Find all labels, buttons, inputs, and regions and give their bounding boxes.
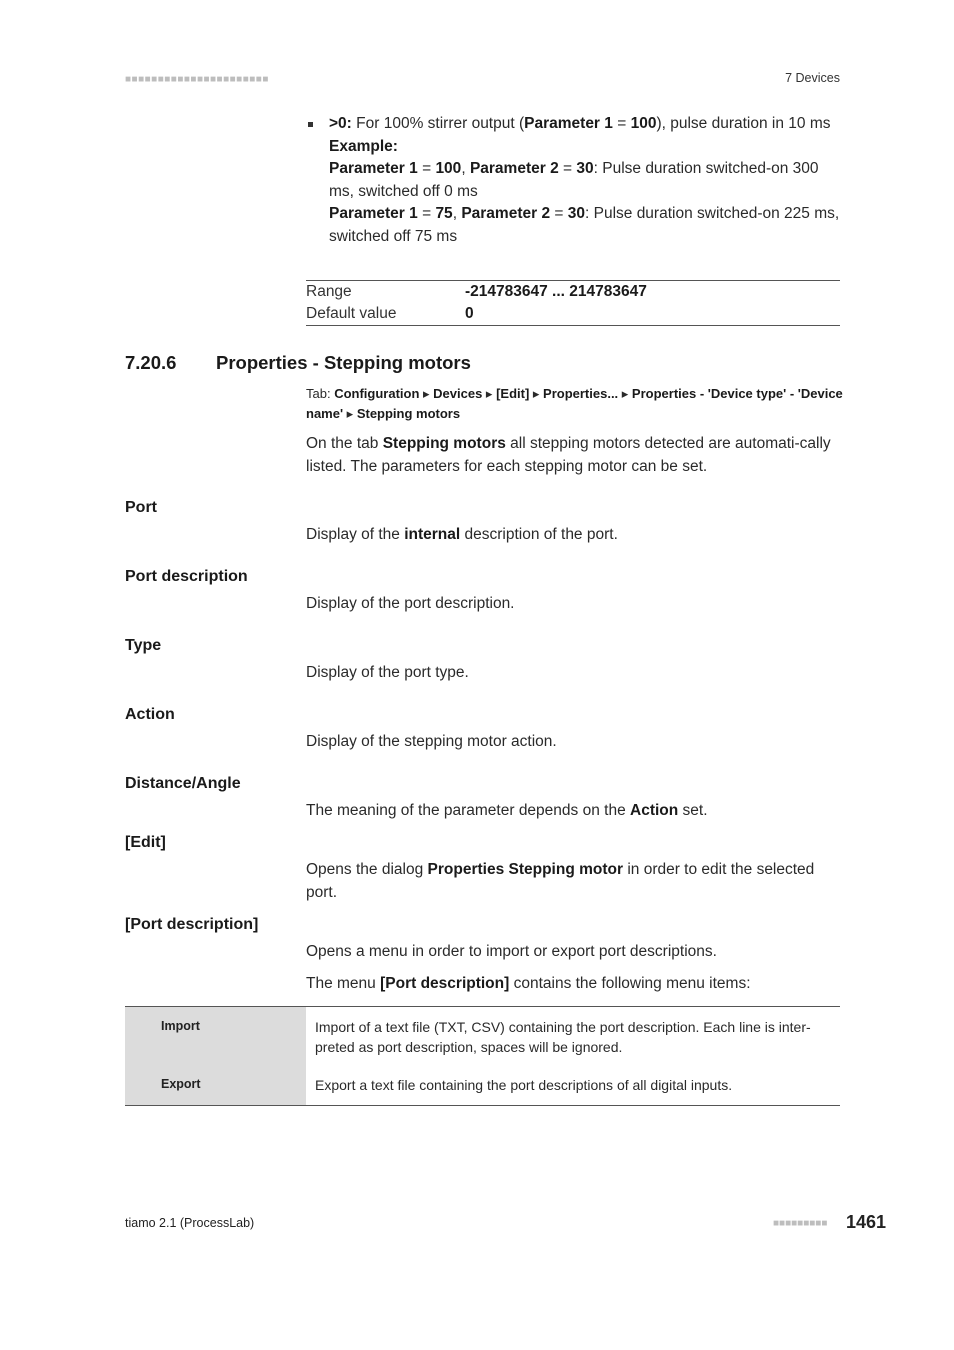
- example-line-1: Parameter 1 = 100, Parameter 2 = 30: Pulse duration switched-on 300 ms, switched off 0 ms: [329, 160, 819, 200]
- term-port-desc: Display of the internal description of the port.: [306, 526, 618, 543]
- menu-intro: The menu [Port description] contains the following menu items:: [306, 975, 751, 992]
- header-decoration: ■■■■■■■■■■■■■■■■■■■■■■: [125, 74, 269, 85]
- term-action-desc: Display of the stepping motor action.: [306, 733, 557, 750]
- term-port-description-button: [Port description]: [125, 916, 259, 933]
- term-edit: [Edit]: [125, 834, 166, 851]
- range-value: -214783647 ... 214783647: [465, 283, 647, 300]
- range-label: Range: [306, 283, 352, 300]
- menu-items-table: [125, 1006, 840, 1106]
- section-title: Properties - Stepping motors: [216, 352, 471, 373]
- term-distance-angle-desc: The meaning of the parameter depends on the Action set.: [306, 802, 708, 819]
- menu-item-export: Export: [125, 1067, 306, 1105]
- section-number: 7.20.6: [125, 352, 177, 373]
- table-row: [306, 281, 840, 303]
- bullet-content: >0: For 100% stirrer output (Parameter 1 = 100), pulse duration in 10 ms Example: Parameter 1 = 100, Parameter 2 = 30: Pulse duration switched-on 300 ms, switched off 0 ms Parameter 1 = 75, Parameter 2 = 30: Pulse duration switched-on 225 ms, switched off 75 ms: [329, 113, 840, 248]
- term-port-description-desc: Display of the port description.: [306, 595, 515, 612]
- default-value-label: Default value: [306, 305, 397, 322]
- example-line-2: Parameter 1 = 75, Parameter 2 = 30: Pulse duration switched-on 225 ms, switched off 75 ms: [329, 205, 840, 245]
- term-port-description: Port description: [125, 568, 248, 585]
- table-row: [306, 303, 840, 325]
- menu-item-import-desc: Import of a text file (TXT, CSV) containing the port description. Each line is inter-preted as port description, spaces will be ignored.: [315, 1019, 811, 1055]
- table-row: [125, 1007, 840, 1067]
- term-distance-angle: Distance/Angle: [125, 775, 241, 792]
- menu-item-import: Import: [125, 1007, 306, 1067]
- bullet-lead: >0:: [329, 115, 352, 132]
- footer-decoration: ■■■■■■■■■: [773, 1218, 828, 1229]
- parameter-table: [306, 280, 840, 326]
- term-type: Type: [125, 637, 162, 654]
- term-type-desc: Display of the port type.: [306, 664, 469, 681]
- bullet-square-icon: [308, 122, 313, 127]
- term-port-description-button-desc: Opens a menu in order to import or export port descriptions.: [306, 943, 717, 960]
- table-row: [125, 1067, 840, 1105]
- chapter-title: 7 Devices: [785, 71, 840, 85]
- section-heading: [125, 352, 471, 374]
- term-port: Port: [125, 499, 157, 516]
- footer-product: tiamo 2.1 (ProcessLab): [125, 1216, 255, 1230]
- tab-path: Tab: Configuration ▸ Devices ▸ [Edit] ▸ Properties... ▸ Properties - 'Device type' - 'Device name' ▸ Stepping motors: [306, 386, 843, 421]
- intro-paragraph: On the tab Stepping motors all stepping motors detected are automati-cally listed. The parameters for each stepping motor can be set.: [306, 435, 831, 475]
- bullet-item: [306, 113, 840, 248]
- default-value: 0: [465, 305, 474, 322]
- page-number: 1461: [846, 1212, 887, 1232]
- term-action: Action: [125, 706, 175, 723]
- term-edit-desc: Opens the dialog Properties Stepping motor in order to edit the selected port.: [306, 861, 815, 901]
- menu-item-export-desc: Export a text file containing the port descriptions of all digital inputs.: [315, 1077, 733, 1093]
- example-label: Example:: [329, 137, 398, 155]
